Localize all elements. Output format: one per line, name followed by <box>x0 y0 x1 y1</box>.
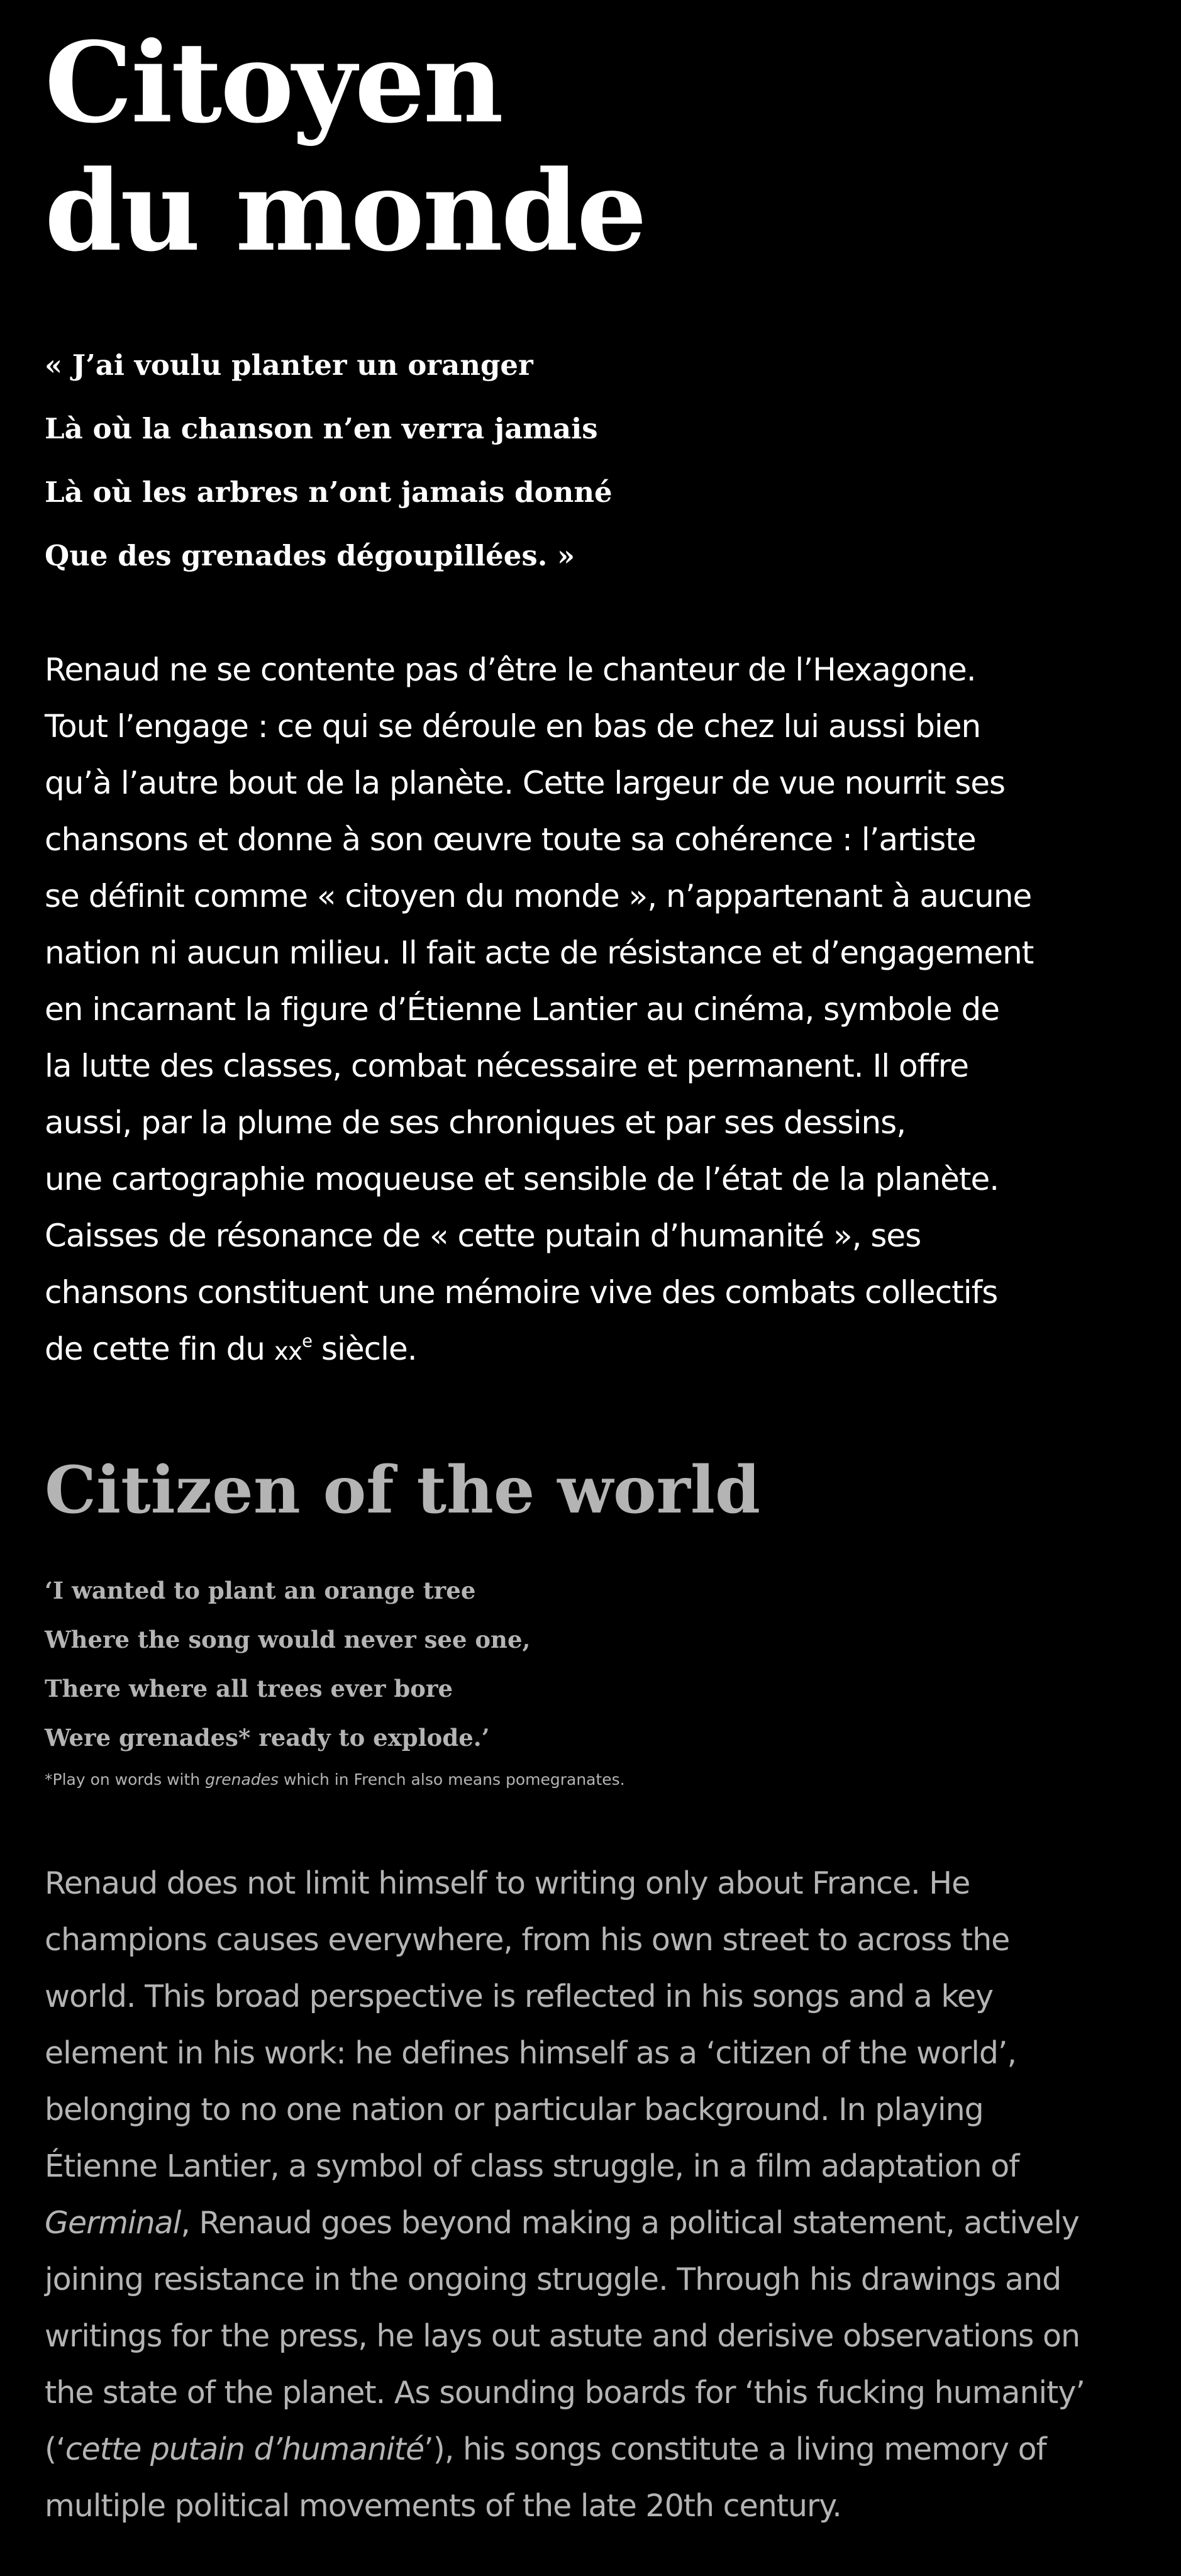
body-line: aussi, par la plume de ses chroniques et par ses dessins, <box>45 1104 906 1141</box>
body-line: une cartographie moqueuse et sensible de l’état de la planète. <box>45 1161 999 1197</box>
body-line-text: , Renaud goes beyond making a political statement, actively <box>180 2205 1079 2241</box>
body-line <box>45 1321 1151 1380</box>
body-line: element in his work: he defines himself as a ‘citizen of the world’, <box>45 2035 1017 2071</box>
body-line <box>45 2421 1151 2478</box>
english-body-text <box>45 1855 1151 2534</box>
body-line: en incarnant la figure d’Étienne Lantier au cinéma, symbole de <box>45 991 1000 1028</box>
body-line: Tout l’engage : ce qui se déroule en bas de chez lui aussi bien <box>45 708 981 745</box>
french-body-text <box>45 641 1151 1380</box>
poem-line: Que des grenades dégoupillées. » <box>45 539 575 572</box>
french-title-line: du monde <box>45 146 645 276</box>
poem-line: Là où la chanson n’en verra jamais <box>45 412 598 445</box>
body-line: champions causes everywhere, from his own street to across the <box>45 1922 1010 1958</box>
body-line: writings for the press, he lays out astute and derisive observations on <box>45 2318 1080 2354</box>
poem-line: Là où les arbres n’ont jamais donné <box>45 475 613 509</box>
french-quote-italic: cette putain d’humanité <box>65 2431 424 2467</box>
footnote <box>45 1769 625 1790</box>
body-line-text: siècle. <box>312 1331 417 1367</box>
body-line: world. This broad perspective is reflected in his songs and a key <box>45 1979 994 2014</box>
body-line: multiple political movements of the late 20th century. <box>45 2488 841 2524</box>
body-line-text: ’), his songs constitute a living memory of <box>424 2431 1046 2467</box>
body-line: nation ni aucun milieu. Il fait acte de résistance et d’engagement <box>45 935 1034 971</box>
body-line: chansons constituent une mémoire vive des combats collectifs <box>45 1274 998 1311</box>
poem-line: ‘I wanted to plant an orange tree <box>45 1577 476 1604</box>
english-poem-quote <box>45 1566 530 1762</box>
body-line: the state of the planet. As sounding boards for ‘this fucking humanity’ <box>45 2375 1085 2411</box>
poem-line: Where the song would never see one, <box>45 1626 531 1653</box>
body-line-text: de cette fin du <box>45 1331 274 1367</box>
body-line-text: (‘ <box>45 2431 65 2467</box>
footnote-italic: grenades <box>205 1770 279 1789</box>
footnote-text: *Play on words with <box>45 1770 206 1789</box>
french-poem-quote <box>45 333 613 587</box>
film-title-italic: Germinal <box>45 2205 181 2241</box>
body-line: belonging to no one nation or particular background. In playing <box>45 2092 984 2128</box>
footnote-text: which in French also means pomegranates. <box>279 1770 625 1789</box>
century-numeral: xx <box>274 1338 302 1366</box>
century-superscript: e <box>302 1331 313 1352</box>
english-title: Citizen of the world <box>45 1452 761 1528</box>
body-line: joining resistance in the ongoing struggle. Through his drawings and <box>45 2262 1062 2297</box>
body-line: Renaud ne se contente pas d’être le chanteur de l’Hexagone. <box>45 652 976 688</box>
poem-line: There where all trees ever bore <box>45 1675 453 1702</box>
body-line: se définit comme « citoyen du monde », n’appartenant à aucune <box>45 878 1032 914</box>
body-line <box>45 2195 1151 2251</box>
body-line: la lutte des classes, combat nécessaire et permanent. Il offre <box>45 1048 969 1084</box>
body-line: Caisses de résonance de « cette putain d’humanité », ses <box>45 1218 921 1254</box>
body-line: Étienne Lantier, a symbol of class struggle, in a film adaptation of <box>45 2148 1019 2184</box>
poem-line: « J’ai voulu planter un oranger <box>45 348 533 382</box>
body-line: chansons et donne à son œuvre toute sa cohérence : l’artiste <box>45 821 976 858</box>
poem-line: Were grenades* ready to explode.’ <box>45 1724 490 1752</box>
french-title-line: Citoyen <box>45 18 502 148</box>
french-title <box>45 19 645 275</box>
body-line: qu’à l’autre bout de la planète. Cette largeur de vue nourrit ses <box>45 765 1006 801</box>
body-line: Renaud does not limit himself to writing only about France. He <box>45 1865 970 1901</box>
